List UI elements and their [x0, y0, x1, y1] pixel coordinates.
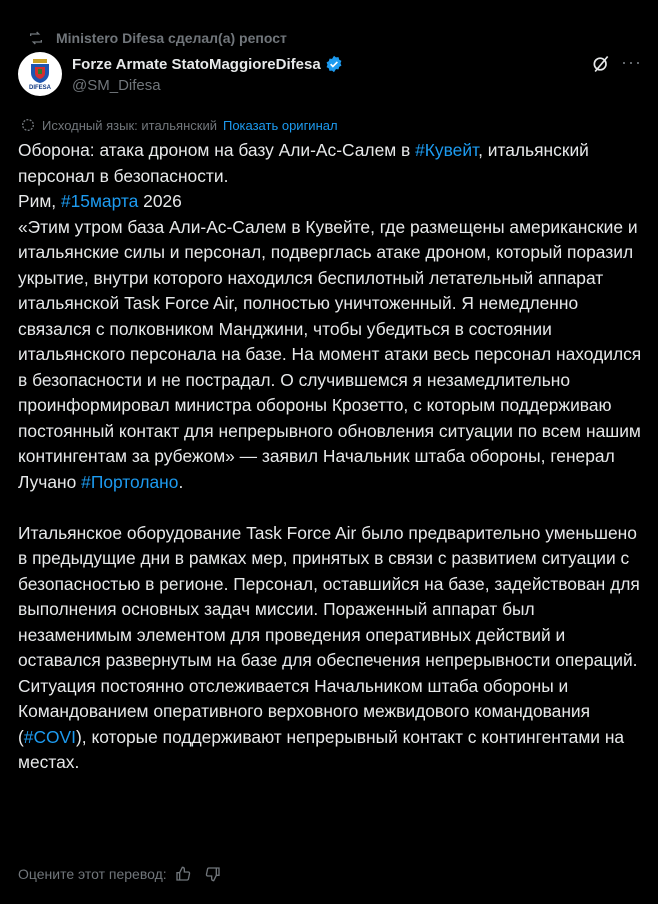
post-paragraph-3: Ситуация постоянно отслеживается Начальником штаба обороны и Командованием оперативного верховного межвидового командования (#COVI), которые поддерживают непрерывный контакт с контингентами на местах.: [18, 675, 625, 772]
thumbs-up-icon[interactable]: [175, 866, 191, 882]
translation-bar: [20, 117, 338, 133]
rate-translation: [18, 866, 221, 882]
avatar[interactable]: [18, 52, 62, 96]
post-paragraph-2: Итальянское оборудование Task Force Air было предварительно уменьшено в предыдущие дни в рамках мер, принятых в связи с развитием ситуации с безопасностью в регионе. Персонал, оставшийся на базе, задействован для выполнения основных задач миссии. Пораженный аппарат был незаменимым элементом для проведения оперативных действий и оставался развернутым на базе для обеспечения непрерывности операций.: [18, 522, 640, 670]
source-language-text: Исходный язык: итальянский: [42, 117, 217, 133]
author-handle[interactable]: @SM_Difesa: [72, 77, 161, 94]
author-name[interactable]: Forze Armate StatoMaggioreDifesa: [72, 55, 321, 73]
rate-translation-label: Оцените этот перевод:: [18, 866, 167, 882]
post-headline: Оборона: атака дроном на базу Али-Ас-Салем в #Кувейт, итальянский персонал в безопасности.: [18, 140, 589, 186]
hashtag-15march[interactable]: #15марта: [60, 191, 139, 211]
repost-icon: [28, 30, 44, 46]
post-quote: «Этим утром база Али-Ас-Салем в Кувейте, где размещены американские и итальянские силы и персонал, подверглась атаке дроном, который поразил укрытие, внутри которого находился беспилотный летательный аппарат итальянской Task Force Air, полностью уничтоженный. Я немедленно связался с полковником Манджини, чтобы убедиться в состоянии итальянского персонала на базе. На момент атаки весь персонал находился в безопасности и не пострадал. О случившемся я незамедлительно проинформировал министра обороны Крозетто, с которым поддерживаю постоянный контакт для непрерывного обновления ситуации по всем нашим контингентам за рубежом» — заявил Начальник штаба обороны, генерал Лучано #Портолано.: [18, 216, 642, 492]
thumbs-down-icon[interactable]: [205, 866, 221, 882]
hashtag-kuwait[interactable]: #Кувейт: [415, 140, 479, 160]
repost-text: Ministero Difesa сделал(а) репост: [56, 30, 287, 46]
avatar-label: DIFESA: [28, 85, 51, 91]
translate-icon: [20, 117, 36, 133]
grok-icon[interactable]: [591, 54, 611, 74]
more-options-button[interactable]: ···: [621, 52, 642, 72]
hashtag-portolano[interactable]: #Портолано: [81, 471, 179, 492]
post-dateline: Рим, #15марта 2026: [18, 191, 182, 211]
coat-of-arms-icon: [28, 58, 52, 84]
verified-badge-icon: [325, 55, 343, 73]
show-original-link[interactable]: Показать оригинал: [222, 117, 338, 133]
author-name-row[interactable]: [72, 55, 343, 73]
post-body: [18, 138, 643, 776]
repost-indicator[interactable]: [28, 30, 287, 46]
hashtag-covi[interactable]: #COVI: [23, 726, 76, 747]
